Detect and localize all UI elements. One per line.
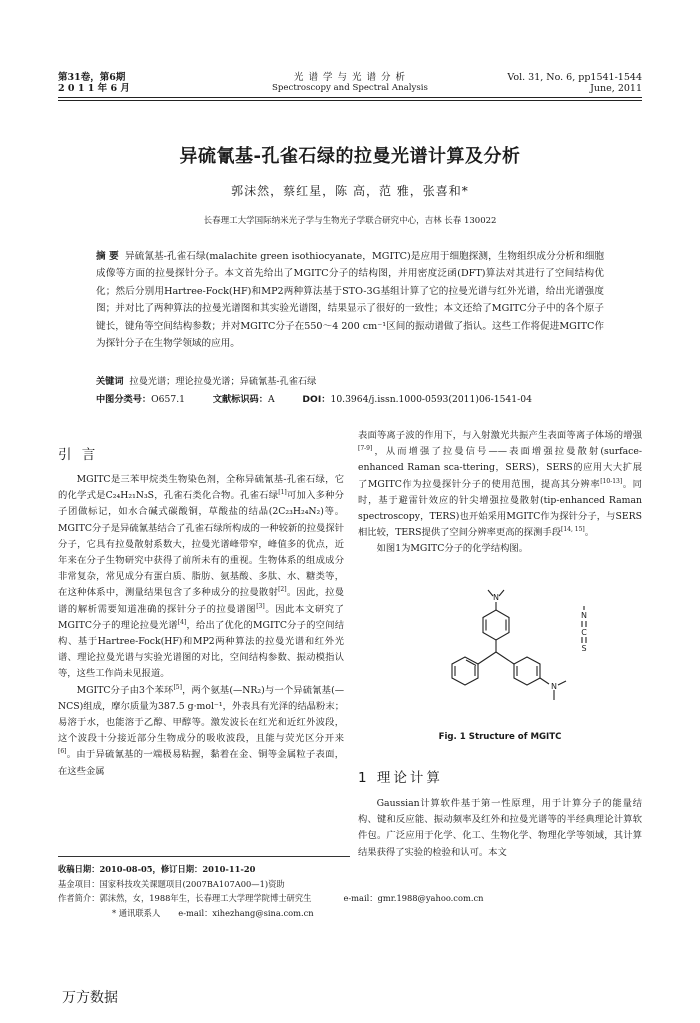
paper-affiliation: 长春理工大学国际纳米光子学与生物光子学联合研究中心，吉林 长春 130022: [203, 216, 497, 226]
header-volume: 第31卷，第6期: [58, 72, 126, 83]
intro-paragraph-2: MGITC分子由3个苯环[5]，两个氨基(—NR₂)与一个异硫氰基(—NCS)组成，摩尔质量为387.5 g·mol⁻¹，外表具有光泽的结晶粉末；易溶于水，也能溶于乙醇、甲醇等。激发波长在红光和近红外波段，这个波段十分接近部分生物成分的吸收波段，且能与荧光区分开来[6]。由于异硫氰基的一端极易粘握，黏着在金、铜等金属粒子表面，在这些金属: [58, 683, 344, 777]
intro-paragraph-1: MGITC是三苯甲烷类生物染色剂，全称异硫氰基-孔雀石绿，它的化学式是C₂₄H₂₁N₃S，孔雀石类化合物。孔雀石绿[1]可加入多种分子团做标记，如水合碱式碳酸铜，草酸盐的结晶(2C₂₃H₂₄N₂)等。MGITC分子是异硫氰基结合了孔雀石绿所构成的一种较新的拉曼探针分子，它具有拉曼散射系数大，拉曼光谱峰带窄，峰值多的优点，近年来在分子生物研究中获得了前所未有的重视。生物体系的组成成分非常复杂，常见成分有蛋白质、脂肪、氨基酸、多肽、水、糖类等，在这种体系中，测量结果包含了多种成分的拉曼散射[2]。因此，拉曼谱的解析需要知道准确的探针分子的拉曼谱图[3]。因此本文研究了MGITC分子的理论拉曼光谱[4]，给出了优化的MGITC分子的空间结构、基于Hartree-Fock(HF)和MP2两种算法的拉曼光谱和红外光谱、理论拉曼光谱与实验光谱图的对比，空间结构参数、振动模指认等，这些工作尚未见报道。: [58, 474, 344, 680]
abstract-label: 摘 要: [96, 251, 119, 262]
citation[interactable]: [10-13]: [600, 477, 623, 485]
doi-value: 10.3964/j.issn.1000-0593(2011)06-1541-04: [330, 394, 532, 405]
figure-caption: Fig. 1 Structure of MGITC: [438, 732, 562, 742]
doi-label: DOI：: [302, 394, 331, 405]
citation[interactable]: [1]: [278, 489, 287, 497]
journal-name-en: Spectroscopy and Spectral Analysis: [272, 83, 428, 93]
clc-value: O657.1: [151, 394, 185, 405]
footnotes: [58, 862, 638, 920]
citation[interactable]: [14, 15]: [561, 526, 585, 534]
header-date: 2 0 1 1 年 6 月: [58, 83, 130, 94]
citation[interactable]: [6]: [58, 748, 67, 756]
footnote-received: 收稿日期：2010-08-05，修订日期：2010-11-20: [58, 864, 256, 874]
author-email[interactable]: e-mail：gmr.1988@yahoo.com.cn: [343, 893, 484, 903]
doc-code-label: 文献标识码：: [212, 394, 268, 405]
methyl-bond: [558, 681, 566, 685]
left-column: [58, 472, 344, 780]
citation[interactable]: [4]: [177, 618, 187, 626]
abstract: [96, 248, 604, 352]
classification-line: [96, 391, 604, 409]
footer-watermark: 万方数据: [62, 990, 118, 1006]
journal-name-cn: 光 谱 学 与 光 谱 分 析: [293, 72, 407, 83]
keywords-label: 关键词: [96, 376, 124, 387]
atom-label-n: N: [581, 611, 587, 620]
journal-pages: [507, 72, 642, 94]
figure-reference: 如图1为MGITC分子的化学结构图。: [376, 543, 529, 555]
atom-label-s: S: [581, 644, 587, 653]
clc-label: 中图分类号：: [96, 394, 152, 405]
atom-label-n: N: [551, 682, 557, 691]
keywords-line: [96, 373, 604, 391]
header-rule-thin: [58, 100, 642, 101]
mgitc-structure-diagram: [420, 582, 620, 712]
top-benzene-ring: [483, 610, 509, 640]
paper-authors: 郭沫然，蔡红星，陈 高，范 雅，张喜和*: [231, 184, 469, 198]
footnote-corresponding: * 通讯联系人 e-mail：xihezhang@sina.com.cn: [112, 907, 314, 918]
atom-label-n: N: [493, 593, 499, 602]
right-benzene-ring: [514, 657, 540, 685]
keywords-block: [96, 373, 604, 409]
doc-code-value: A: [267, 394, 275, 405]
citation[interactable]: [7-9]: [358, 445, 373, 453]
paper-title: 异硫氰基-孔雀石绿的拉曼光谱计算及分析: [179, 146, 521, 167]
footnote-fund: 基金项目：国家科技攻关课题项目(2007BA107A00—1)资助: [58, 878, 285, 889]
header-pages: Vol. 31, No. 6, pp1541-1544: [507, 72, 642, 83]
keywords-text: 拉曼光谱；理论拉曼光谱；异硫氰基-孔雀石绿: [129, 376, 317, 387]
section-1-heading: 1 理论计算: [358, 770, 443, 786]
footnote-rule: [58, 856, 350, 857]
intro-heading: 引 言: [58, 447, 99, 463]
section-1-body: [358, 796, 642, 861]
section-1-paragraph: Gaussian计算软件基于第一性原理，用于计算分子的能量结构、键和反应能、振动频率及红外和拉曼光谱等的半经典理论计算软件包。广泛应用于化学、化工、生物化学、物理化学等领域，其计算结果获得了实验的检验和认可。本文: [358, 798, 642, 858]
methyl-bond: [499, 590, 504, 596]
left-benzene-ring: [452, 657, 478, 685]
citation[interactable]: [2]: [278, 586, 287, 594]
citation[interactable]: [3]: [256, 602, 265, 610]
header-month: June, 2011: [590, 83, 642, 94]
citation[interactable]: [5]: [173, 683, 182, 691]
atom-label-c: C: [581, 628, 587, 637]
abstract-text: 异硫氰基-孔雀石绿(malachite green isothiocyanate，MGITC)是应用于细胞探测，生物组织成分分析和细胞成像等方面的拉曼探针分子。本文首先给出了MGITC分子的结构图，并用密度泛函(DFT)算法对其进行了空间结构优化；然后分别用Hartree-Fock(HF)和MP2两种算法基于STO-3G基组计算了它的拉曼光谱与红外光谱，给出光谱强度图；并对比了两种算法的拉曼光谱图和其实验光谱图，结果显示了很好的一致性；本文还给了MGITC分子中的各个原子键长，键角等空间结构参数；并对MGITC分子在550～4 200 cm⁻¹区间的振动谱做了指认。这些工作将促进MGITC作为探针分子在生物学领域的应用。: [96, 251, 605, 350]
intro-paragraph-3: 表面等离子波的作用下，与入射激光共振产生表面等离子体场的增强[7-9]，从而增强了拉曼信号——表面增强拉曼散射(surface-enhanced Raman sca-ttering，SERS)，SERS的应用大大扩展了MGITC作为拉曼探针分子的使用范围，提高其分辨率[10-13]。同时，基于避雷针效应的针尖增强拉曼散射(tip-enhanced Raman spectroscopy，TERS)也开始采用MGITC作为探针分子，与SERS相比较，TERS提供了空间分辨率更高的探测手段[14, 15]。: [358, 430, 642, 539]
header-rule: [58, 97, 642, 98]
right-column: [358, 428, 642, 558]
footnote-bio: 作者简介：郭沫然，女，1988年生，长春理工大学理学院博士研究生 e-mail：gmr.1988@yahoo.com.cn: [58, 893, 484, 903]
corresponding-email[interactable]: e-mail：xihezhang@sina.com.cn: [178, 907, 314, 918]
